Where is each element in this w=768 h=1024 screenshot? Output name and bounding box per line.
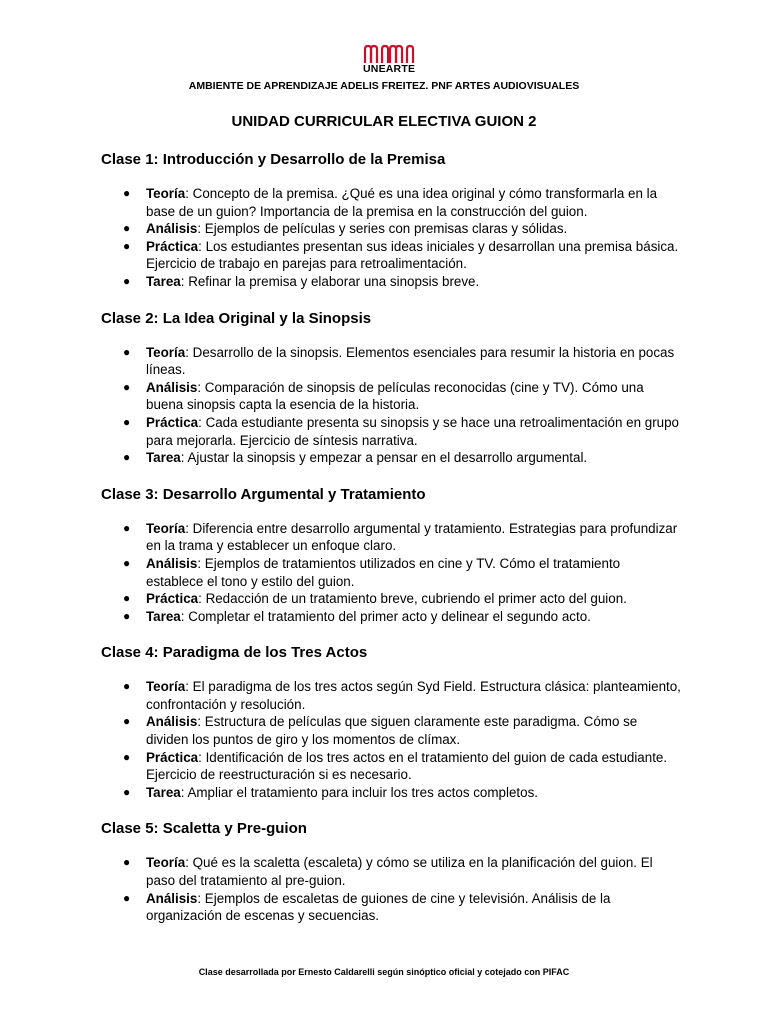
list-item bbox=[101, 608, 681, 626]
item-label: Análisis bbox=[146, 890, 198, 906]
bullet-icon: ● bbox=[123, 186, 131, 200]
item-label: Teoría bbox=[146, 855, 186, 871]
item-label: Análisis bbox=[146, 714, 198, 730]
item-text: : Concepto de la premisa. ¿Qué es una idea original y cómo transformarla en la base de un guion? Importancia de la premisa en la construcción del guion. bbox=[146, 186, 658, 219]
item-label: Teoría bbox=[146, 186, 186, 201]
bullet-icon: ● bbox=[123, 679, 131, 694]
class-block bbox=[101, 150, 681, 291]
class-block bbox=[101, 819, 681, 924]
list-item bbox=[101, 414, 681, 449]
item-label: Tarea bbox=[146, 608, 181, 624]
item-text: : Estructura de películas que siguen claramente este paradigma. Cómo se dividen los puntos de giro y los momentos de clímax. bbox=[146, 714, 638, 748]
item-text: : Ejemplos de películas y series con premisas claras y sólidas. bbox=[197, 221, 568, 237]
item-text: : Cada estudiante presenta su sinopsis y se hace una retroalimentación en grupo para mejorarla. Ejercicio de síntesis narrativa. bbox=[146, 414, 679, 448]
list-item bbox=[101, 520, 681, 555]
class-items bbox=[101, 520, 681, 626]
bullet-icon: ● bbox=[123, 344, 131, 359]
bullet-icon: ● bbox=[123, 379, 131, 394]
list-item bbox=[101, 784, 681, 802]
list-item bbox=[101, 273, 681, 291]
list-item bbox=[101, 449, 681, 467]
class-items bbox=[101, 185, 681, 291]
item-label: Análisis bbox=[146, 555, 198, 571]
list-item bbox=[101, 555, 681, 590]
item-text: : Ampliar el tratamiento para incluir los tres actos completos. bbox=[180, 784, 538, 800]
item-text: : Identificación de los tres actos en el tratamiento del guion de cada estudiante. Ejercicio de reestructuración si es necesario. bbox=[146, 749, 668, 783]
list-item bbox=[101, 678, 681, 713]
item-text: : Ajustar la sinopsis y empezar a pensar en el desarrollo argumental. bbox=[180, 450, 588, 466]
item-label: Práctica bbox=[146, 749, 199, 765]
class-items bbox=[101, 854, 681, 924]
bullet-icon: ● bbox=[123, 890, 131, 905]
bullet-icon: ● bbox=[123, 414, 131, 429]
footer-note: Clase desarrollada por Ernesto Caldarelli según sinóptico oficial y cotejado con PIFAC bbox=[198, 967, 570, 977]
item-label: Tarea bbox=[146, 784, 181, 800]
bullet-icon: ● bbox=[123, 714, 131, 729]
item-label: Teoría bbox=[146, 344, 186, 360]
list-item bbox=[101, 854, 681, 889]
list-item bbox=[101, 238, 681, 273]
class-items bbox=[101, 344, 681, 467]
list-item bbox=[101, 890, 681, 925]
bullet-icon: ● bbox=[123, 608, 131, 623]
class-items bbox=[101, 678, 681, 801]
list-item bbox=[101, 749, 681, 784]
item-text: : Refinar la premisa y elaborar una sinopsis breve. bbox=[180, 273, 480, 289]
bullet-icon: ● bbox=[123, 749, 131, 764]
item-label: Teoría bbox=[146, 679, 186, 695]
bullet-icon: ● bbox=[123, 221, 131, 236]
class-heading: Clase 4: Paradigma de los Tres Actos bbox=[101, 644, 368, 662]
class-heading: Clase 1: Introducción y Desarrollo de la Premisa bbox=[101, 151, 446, 168]
list-item bbox=[101, 220, 681, 238]
item-label: Teoría bbox=[146, 520, 186, 536]
bullet-icon: ● bbox=[123, 450, 131, 465]
item-text: : Ejemplos de escaletas de guiones de cine y televisión. Análisis de la organización de escenas y secuencias. bbox=[146, 890, 611, 924]
class-heading: Clase 2: La Idea Original y la Sinopsis bbox=[101, 309, 372, 327]
item-text: : Desarrollo de la sinopsis. Elementos esenciales para resumir la historia en pocas líneas. bbox=[146, 344, 675, 378]
class-block bbox=[101, 309, 681, 467]
class-list bbox=[101, 150, 681, 943]
unearte-logo-mark bbox=[363, 44, 415, 64]
item-label: Práctica bbox=[146, 591, 199, 607]
item-label: Práctica bbox=[146, 414, 199, 430]
list-item bbox=[101, 379, 681, 414]
item-text: : Los estudiantes presentan sus ideas iniciales y desarrollan una premisa básica. Ejercicio de trabajo en parejas para retroalimentación. bbox=[146, 238, 679, 272]
class-block bbox=[101, 485, 681, 626]
class-block bbox=[101, 643, 681, 801]
item-label: Tarea bbox=[146, 273, 181, 289]
logo-text: UNEARTE bbox=[363, 63, 416, 75]
item-text: : Comparación de sinopsis de películas reconocidas (cine y TV). Cómo una buena sinopsis capta la esencia de la historia. bbox=[146, 379, 644, 413]
item-label: Análisis bbox=[146, 221, 198, 237]
bullet-icon: ● bbox=[123, 591, 131, 606]
item-label: Tarea bbox=[146, 450, 181, 466]
item-text: : Qué es la scaletta (escaleta) y cómo se utiliza en la planificación del guion. El paso del tratamiento al pre-guion. bbox=[146, 855, 653, 889]
bullet-icon: ● bbox=[123, 273, 131, 288]
item-label: Práctica bbox=[146, 238, 199, 254]
list-item bbox=[101, 185, 681, 220]
item-text: : Redacción de un tratamiento breve, cubriendo el primer acto del guion. bbox=[198, 591, 627, 607]
item-text: : Completar el tratamiento del primer acto y delinear el segundo acto. bbox=[180, 608, 591, 624]
list-item bbox=[101, 590, 681, 608]
class-heading: Clase 5: Scaletta y Pre-guion bbox=[101, 820, 307, 838]
bullet-icon: ● bbox=[123, 784, 131, 799]
item-text: : Ejemplos de tratamientos utilizados en cine y TV. Cómo el tratamiento establece el tono y estilo del guion. bbox=[146, 555, 621, 589]
unearte-logo bbox=[363, 44, 415, 76]
item-label: Análisis bbox=[146, 379, 198, 395]
item-text: : El paradigma de los tres actos según Syd Field. Estructura clásica: planteamiento, confrontación y resolución. bbox=[146, 679, 681, 712]
institution-header: AMBIENTE DE APRENDIZAJE ADELIS FREITEZ. PNF ARTES AUDIOVISUALES bbox=[188, 80, 580, 92]
bullet-icon: ● bbox=[123, 238, 131, 253]
list-item bbox=[101, 344, 681, 379]
bullet-icon: ● bbox=[123, 855, 131, 870]
document-title: UNIDAD CURRICULAR ELECTIVA GUION 2 bbox=[231, 113, 537, 130]
list-item bbox=[101, 713, 681, 748]
bullet-icon: ● bbox=[123, 520, 131, 535]
item-text: : Diferencia entre desarrollo argumental y tratamiento. Estrategias para profundizar en la trama y establecer un enfoque claro. bbox=[146, 520, 678, 554]
bullet-icon: ● bbox=[123, 555, 131, 570]
class-heading: Clase 3: Desarrollo Argumental y Tratamiento bbox=[101, 485, 426, 503]
